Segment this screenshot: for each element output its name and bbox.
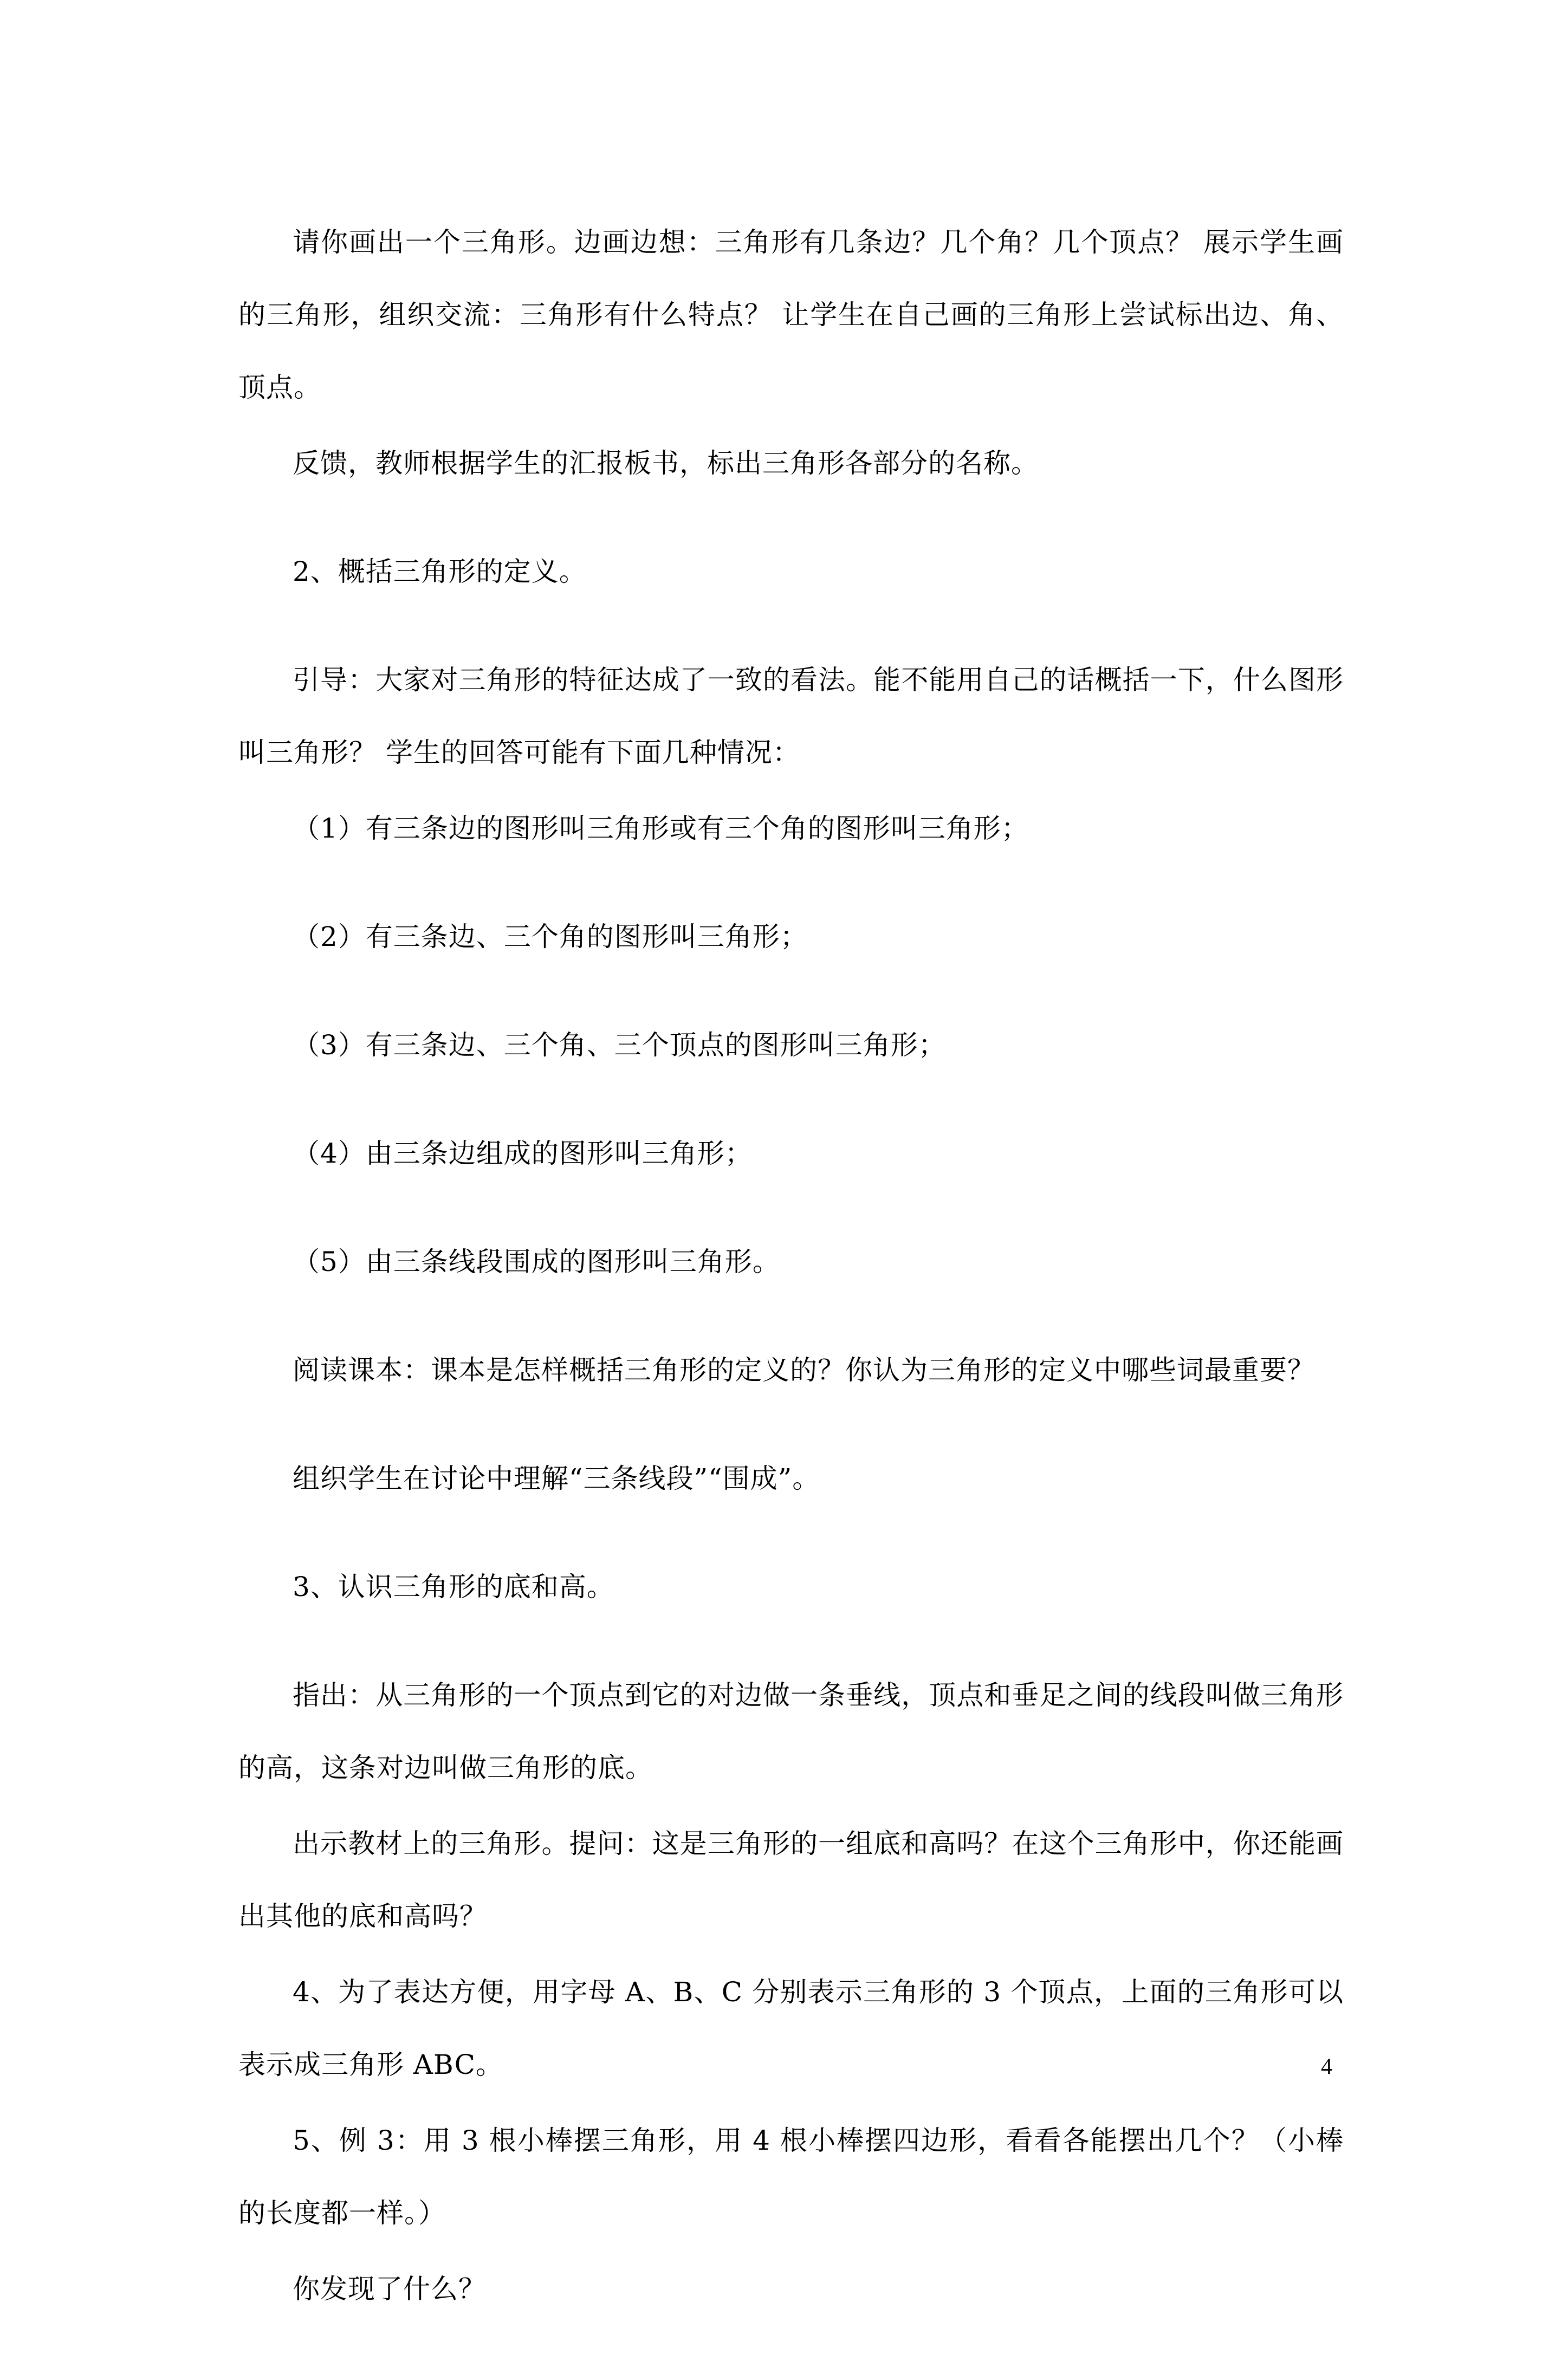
paragraph-answer-2: （2）有三条边、三个角的图形叫三角形； [293, 921, 808, 952]
paragraph-section-4-notation: 4、为了表达方便，用字母 A、B、C 分别表示三角形的 3 个顶点，上面的三角形可以表示成三角形 ABC。 [238, 1976, 1344, 2080]
paragraph-height-definition: 指出：从三角形的一个顶点到它的对边做一条垂线，顶点和垂足之间的线段叫做三角形的高，这条对边叫做三角形的底。 [238, 1679, 1344, 1783]
paragraph-answer-5: （5）由三条线段围成的图形叫三角形。 [293, 1246, 780, 1277]
paragraph-section-3-heading: 3、认识三角形的底和高。 [293, 1571, 614, 1603]
paragraph-show-textbook-triangle: 出示教材上的三角形。提问：这是三角形的一组底和高吗？在这个三角形中，你还能画出其他的底和高吗？ [238, 1828, 1344, 1932]
paragraph-read-textbook: 阅读课本：课本是怎样概括三角形的定义的？你认为三角形的定义中哪些词最重要？ [293, 1354, 1315, 1386]
page-body [238, 206, 1344, 2361]
paragraph-section-2-heading: 2、概括三角形的定义。 [293, 556, 587, 587]
paragraph-discussion: 组织学生在讨论中理解“三条线段”“围成”。 [293, 1463, 820, 1494]
paragraph-what-did-you-find: 你发现了什么？ [293, 2273, 486, 2305]
paragraph-guide: 引导：大家对三角形的特征达成了一致的看法。能不能用自己的话概括一下，什么图形叫三角形？ 学生的回答可能有下面几种情况： [238, 664, 1344, 768]
paragraph-section-5-example: 5、例 3：用 3 根小棒摆三角形，用 4 根小棒摆四边形，看看各能摆出几个？（小棒的长度都一样。） [238, 2125, 1344, 2229]
paragraph-answer-1: （1）有三条边的图形叫三角形或有三个角的图形叫三角形； [293, 813, 1029, 844]
paragraph-answer-3: （3）有三条边、三个角、三个顶点的图形叫三角形； [293, 1029, 946, 1061]
paragraph-draw-triangle: 请你画出一个三角形。边画边想：三角形有几条边？几个角？几个顶点？ 展示学生画的三角形，组织交流：三角形有什么特点？ 让学生在自己画的三角形上尝试标出边、角、顶点。 [238, 226, 1344, 403]
paragraph-answer-4: （4）由三条边组成的图形叫三角形； [293, 1138, 753, 1169]
page-number: 4 [1321, 2054, 1332, 2079]
paragraph-feedback: 反馈，教师根据学生的汇报板书，标出三角形各部分的名称。 [293, 447, 1039, 479]
